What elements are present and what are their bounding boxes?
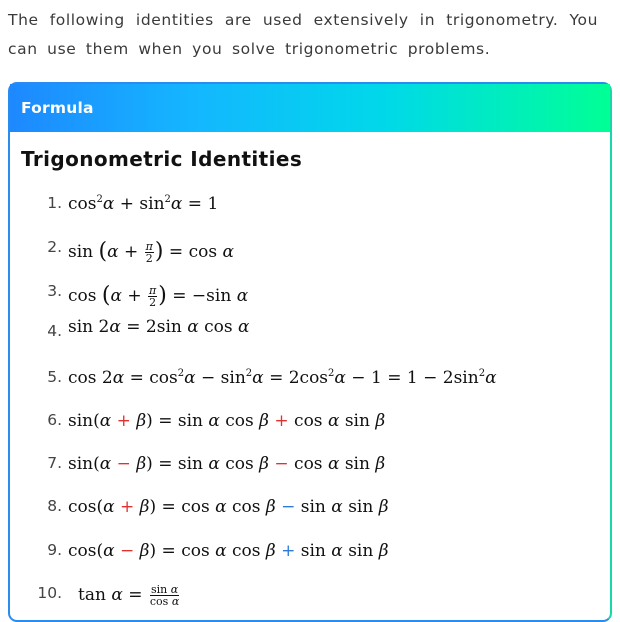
formula-expression: sin(α − β) = sin α cos β − cos α sin β (68, 454, 386, 474)
formula-expression: sin 2α = 2sin α cos α (68, 317, 250, 337)
formula-expression: $\cos^2\alpha + \sin^2\alpha = 1$ (68, 194, 219, 214)
formula-card (8, 82, 612, 622)
formula-row (10, 454, 610, 484)
formula-row (10, 584, 610, 614)
formula-row (10, 238, 610, 268)
formula-number: 7. (47, 454, 62, 472)
card-header (10, 84, 610, 132)
formula-row (10, 194, 610, 224)
intro-paragraph: The following identities are used extensively in trigonometry. You can use them when you solve trigonometric problems. (8, 11, 598, 58)
formula-number: 6. (47, 411, 62, 429)
formula-number: 5. (47, 368, 62, 386)
formula-expression: $\cos 2\alpha = \cos^2\alpha - \sin^2\alpha = 2\cos^2\alpha - 1 = 1 - 2\sin^2\alpha$ (68, 368, 497, 388)
card-header-label: Formula (21, 99, 94, 117)
formula-row (10, 317, 610, 352)
formula-row (10, 497, 610, 527)
formula-number: 9. (47, 541, 62, 559)
formula-number: 10. (37, 584, 62, 602)
formula-row (10, 368, 610, 398)
formula-number: 2. (47, 238, 62, 256)
formula-number: 4. (47, 322, 62, 340)
formula-number: 8. (47, 497, 62, 515)
formula-expression: cos(α + β) = cos α cos β − sin α sin β (68, 497, 389, 517)
formula-expression: sin (α + $\frac{\pi}{2}$ ) = cos α (68, 239, 234, 265)
formula-row (10, 411, 610, 441)
formula-expression: cos (α + $\frac{\pi}{2}$ ) = −sin α (68, 283, 249, 309)
formula-expression: sin(α + β) = sin α cos β + cos α sin β (68, 411, 386, 431)
formula-row (10, 282, 610, 312)
formula-number: 1. (47, 194, 62, 212)
formula-number: 3. (47, 282, 62, 300)
formula-expression: cos(α − β) = cos α cos β + sin α sin β (68, 541, 389, 561)
formula-row (10, 541, 610, 571)
card-title: Trigonometric Identities (21, 147, 303, 171)
formula-expression: tan α = $\frac{\text{sin α}}{\text{cos α}}$ (78, 583, 180, 608)
